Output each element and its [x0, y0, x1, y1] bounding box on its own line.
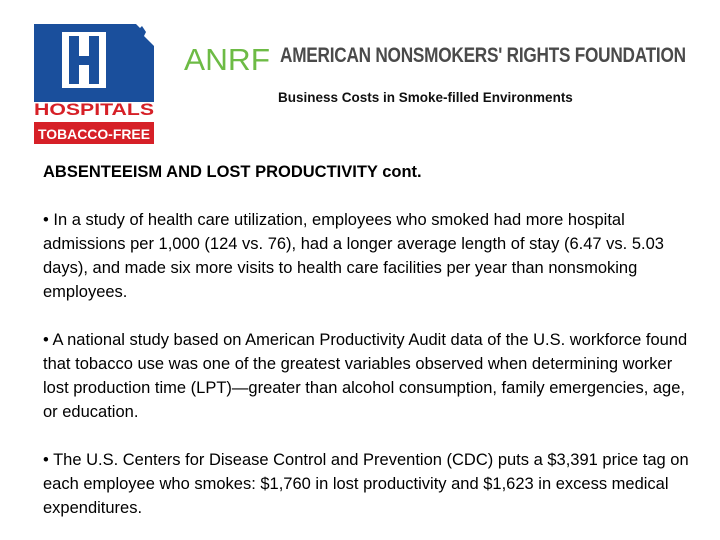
- anrf-logo: [182, 40, 274, 78]
- hospitals-tobacco-free-logo: [32, 18, 156, 146]
- anrf-organization-name: AMERICAN NONSMOKERS' RIGHTS FOUNDATION: [280, 44, 686, 67]
- tobacco-free-label: TOBACCO-FREE: [38, 126, 150, 142]
- bullet-item: • A national study based on American Productivity Audit data of the U.S. workforce found that tobacco use was one of the greatest variables observed when determining worker lost production time (LPT)—greater than alcohol consumption, family emergencies, age, or education.: [43, 331, 688, 421]
- anrf-abbr: ANRF: [184, 42, 270, 77]
- bullet-list: [43, 208, 693, 540]
- kansas-state-shape: [32, 18, 156, 146]
- bullet-item: • In a study of health care utilization, employees who smoked had more hospital admissions per 1,000 (124 vs. 76), had a longer average length of stay (6.47 vs. 5.03 days), and made six more visits to health care facilities per year than nonsmoking employees.: [43, 211, 664, 301]
- hospitals-label: HOSPITALS: [34, 100, 154, 119]
- slide-heading: ABSENTEEISM AND LOST PRODUCTIVITY cont.: [43, 163, 422, 181]
- bullet-item: • The U.S. Centers for Disease Control and Prevention (CDC) puts a $3,391 price tag on each employee who smokes: $1,760 in lost productivity and $1,623 in excess medical expenditures.: [43, 451, 689, 517]
- anrf-tagline: Business Costs in Smoke-filled Environments: [278, 90, 573, 105]
